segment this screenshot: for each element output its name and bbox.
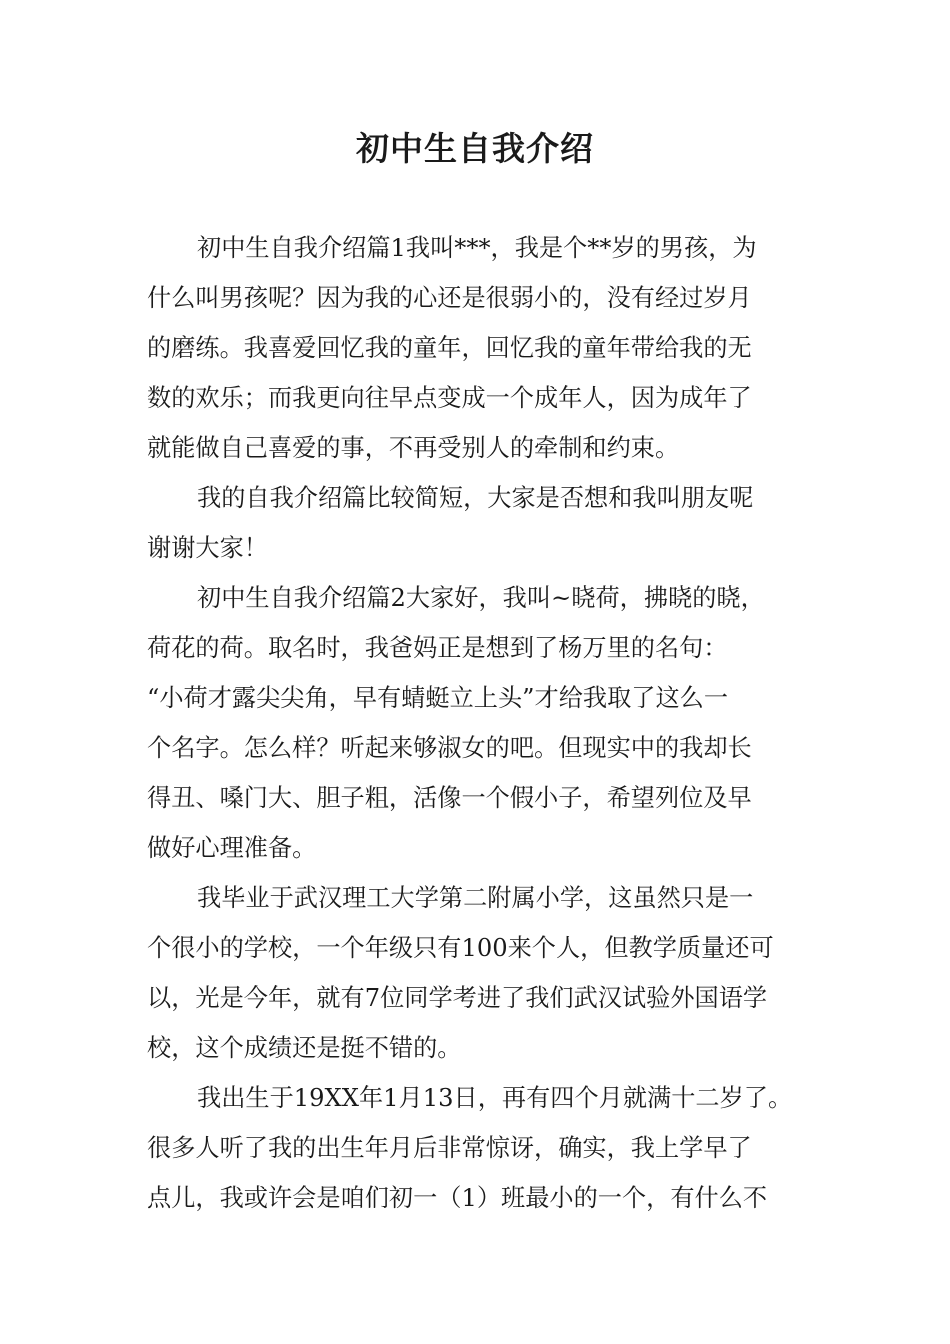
text-line: 就能做自己喜爱的事，不再受别人的牵制和约束。 bbox=[147, 434, 680, 462]
text-line: 荷花的荷。取名时，我爸妈正是想到了杨万里的名句： bbox=[147, 634, 728, 662]
text-line: 点儿，我或许会是咱们初一（1）班最小的一个，有什么不 bbox=[147, 1184, 768, 1212]
text-line: “小荷才露尖尖角，早有蜻蜓立上头”才给我取了这么一 bbox=[147, 684, 729, 712]
text-line: 我出生于19XX年1月13日，再有四个月就满十二岁了。 bbox=[197, 1084, 793, 1112]
text-line: 初中生自我介绍篇2大家好，我叫~晓荷，拂晓的晓， bbox=[197, 584, 765, 612]
page-title: 初中生自我介绍 bbox=[356, 129, 594, 168]
text-line: 的磨练。我喜爱回忆我的童年，回忆我的童年带给我的无 bbox=[147, 334, 752, 362]
text-line: 初中生自我介绍篇1我叫***，我是个**岁的男孩，为 bbox=[197, 234, 757, 262]
text-line: 个名字。怎么样？听起来够淑女的吧。但现实中的我却长 bbox=[147, 734, 752, 762]
text-line: 我毕业于武汉理工大学第二附属小学，这虽然只是一 bbox=[197, 884, 754, 912]
text-line: 得丑、嗓门大、胆子粗，活像一个假小子，希望列位及早 bbox=[147, 784, 752, 812]
text-line: 做好心理准备。 bbox=[147, 834, 317, 862]
text-line: 我的自我介绍篇比较简短，大家是否想和我叫朋友呢 bbox=[197, 484, 754, 512]
text-line: 校，这个成绩还是挺不错的。 bbox=[147, 1034, 462, 1062]
text-line: 以，光是今年，就有7位同学考进了我们武汉试验外国语学 bbox=[147, 984, 768, 1012]
text-line: 什么叫男孩呢？因为我的心还是很弱小的，没有经过岁月 bbox=[147, 284, 752, 312]
text-line: 很多人听了我的出生年月后非常惊讶，确实，我上学早了 bbox=[147, 1134, 752, 1162]
text-line: 谢谢大家！ bbox=[147, 534, 268, 562]
text-line: 数的欢乐；而我更向往早点变成一个成年人，因为成年了 bbox=[147, 384, 752, 412]
text-line: 个很小的学校，一个年级只有100来个人，但教学质量还可 bbox=[147, 934, 774, 962]
